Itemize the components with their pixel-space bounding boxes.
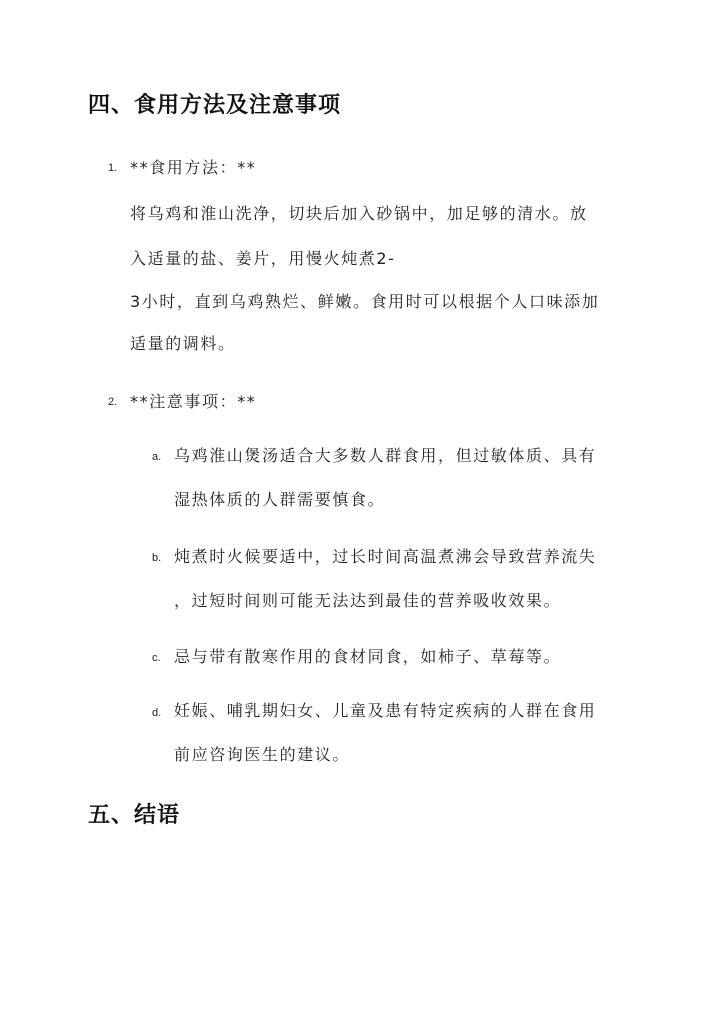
item-title-usage: **食用方法：** [130, 158, 257, 177]
subitem-line: 湿热体质的人群需要慎食。 [174, 490, 386, 509]
sublist-marker-b: b. [152, 552, 162, 564]
subitem-line: 妊娠、哺乳期妇女、儿童及患有特定疾病的人群在食用 [174, 701, 597, 720]
subitem-line: ，过短时间则可能无法达到最佳的营养吸收效果。 [174, 591, 562, 610]
section-heading-usage: 四、食用方法及注意事项 [88, 92, 342, 118]
paragraph-line: 将乌鸡和淮山洗净，切块后加入砂锅中，加足够的清水。放 [130, 204, 588, 223]
sublist-marker-a: a. [152, 451, 162, 463]
item-title-cautions: **注意事项：** [130, 392, 257, 411]
sublist-marker-c: c. [152, 652, 161, 664]
sublist-marker-d: d. [152, 707, 162, 719]
paragraph-line: 适量的调料。 [130, 334, 236, 353]
paragraph-line: 入适量的盐、姜片，用慢火炖煮2- [130, 249, 396, 268]
list-marker-2: 2. [108, 396, 118, 408]
list-marker-1: 1. [108, 162, 118, 174]
section-heading-conclusion: 五、结语 [88, 802, 181, 828]
subitem-line: 乌鸡淮山煲汤适合大多数人群食用，但过敏体质、具有 [174, 446, 597, 465]
subitem-line: 前应咨询医生的建议。 [174, 745, 351, 764]
paragraph-line: 3小时，直到乌鸡熟烂、鲜嫩。食用时可以根据个人口味添加 [130, 292, 600, 311]
subitem-line: 炖煮时火候要适中，过长时间高温煮沸会导致营养流失 [174, 547, 597, 566]
subitem-line: 忌与带有散寒作用的食材同食，如柿子、草莓等。 [174, 647, 562, 666]
